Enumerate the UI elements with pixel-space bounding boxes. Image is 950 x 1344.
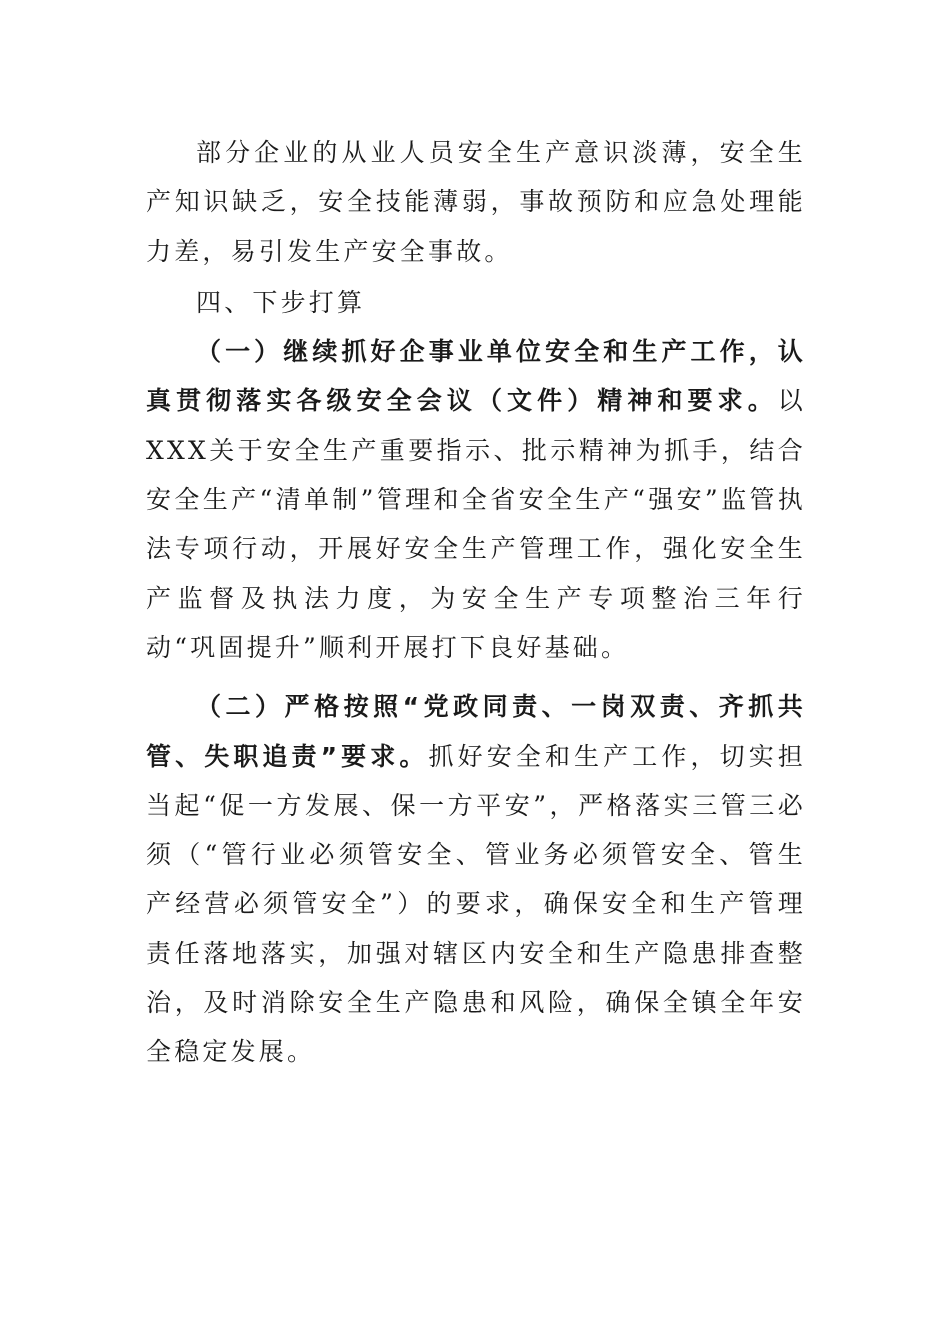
item-1-lead: （一）继续抓好企事业单位安全和生产工作，认真贯彻落实各级安全会议（文件）精神和要求。 (146, 337, 806, 416)
item-2-paragraph (146, 682, 806, 1076)
item-1-body: 以XXX关于安全生产重要指示、批示精神为抓手，结合安全生产“清单制”管理和全省安全生产“强安”监管执法专项行动，开展好安全生产管理工作，强化安全生产监督及执法力度，为安全生产专项整治三年行动“巩固提升”顺利开展打下良好基础。 (146, 386, 806, 662)
item-2-lead: （二）严格按照“党政同责、一岗双责、齐抓共管、失职追责”要求。 (146, 692, 806, 771)
section-heading: 四、下步打算 (196, 287, 366, 317)
paragraph-intro: 部分企业的从业人员安全生产意识淡薄，安全生产知识缺乏，安全技能薄弱，事故预防和应急处理能力差，易引发生产安全事故。 (146, 138, 806, 266)
item-2-body: 抓好安全和生产工作，切实担当起“促一方发展、保一方平安”，严格落实三管三必须（“管行业必须管安全、管业务必须管安全、管生产经营必须管安全”）的要求，确保安全和生产管理责任落地落实，加强对辖区内安全和生产隐患排查整治，及时消除安全生产隐患和风险，确保全镇全年安全稳定发展。 (146, 741, 807, 1067)
document-body (146, 128, 806, 1077)
spacer (146, 672, 806, 682)
item-1-paragraph (146, 327, 806, 672)
